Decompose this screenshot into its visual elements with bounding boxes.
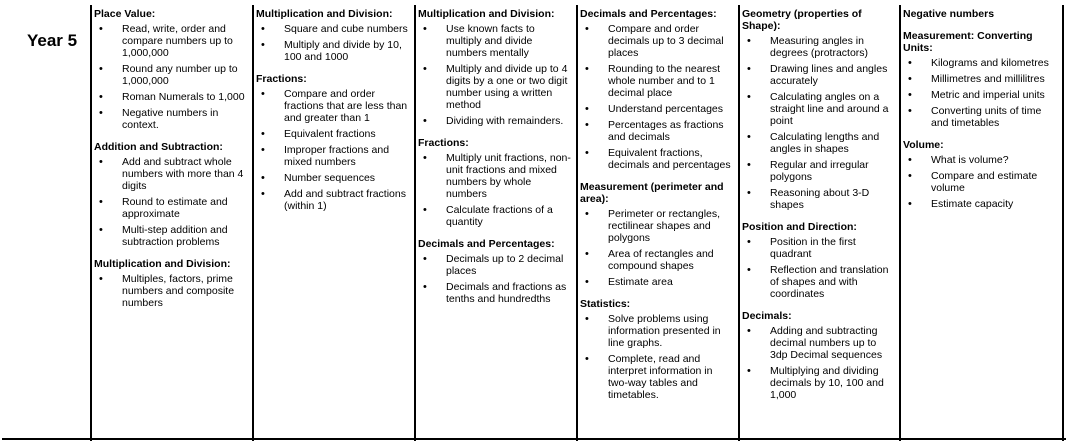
topic-item: • Improper fractions and mixed numbers: [256, 144, 411, 168]
topic-item: • Round to estimate and approximate: [94, 196, 249, 220]
column-divider: [1062, 5, 1064, 441]
topic-item: • Multiples, factors, prime numbers and composite numbers: [94, 273, 249, 309]
topic-list: [742, 325, 896, 401]
topic-list: [580, 313, 735, 401]
topic-item: • Kilograms and kilometres: [903, 57, 1059, 69]
topic-item: • Multiply and divide up to 4 digits by a one or two digit number using a written method: [418, 63, 573, 111]
topic-item: • Rounding to the nearest whole number and to 1 decimal place: [580, 63, 735, 99]
topic-item: • What is volume?: [903, 154, 1059, 166]
topic-item: • Reasoning about 3-D shapes: [742, 187, 896, 211]
column-5: [740, 5, 899, 441]
section-heading: Position and Direction:: [742, 221, 857, 233]
topic-item: • Multi-step addition and subtraction problems: [94, 224, 249, 248]
topic-item: • Percentages as fractions and decimals: [580, 119, 735, 143]
section-heading: Statistics:: [580, 298, 631, 310]
topic-item: • Use known facts to multiply and divide numbers mentally: [418, 23, 573, 59]
section-heading: Measurement (perimeter and area):: [580, 181, 724, 205]
section-heading: Fractions:: [256, 73, 307, 85]
topic-list: [256, 88, 411, 212]
topic-list: [580, 23, 735, 171]
topic-item: • Compare and estimate volume: [903, 170, 1059, 194]
topic-list: [94, 23, 249, 131]
topic-item: • Multiply unit fractions, non-unit fractions and mixed numbers by whole numbers: [418, 152, 573, 200]
section-heading: Geometry (properties of Shape):: [742, 8, 862, 32]
section-heading: Decimals and Percentages:: [580, 8, 717, 20]
section-heading: Multiplication and Division:: [418, 8, 555, 20]
column-1: [92, 5, 252, 441]
topic-item: • Reflection and translation of shapes and with coordinates: [742, 264, 896, 300]
topic-list: [418, 152, 573, 228]
topic-list: [418, 253, 573, 305]
column-2: [254, 5, 414, 441]
topic-item: • Multiply and divide by 10, 100 and 1000: [256, 39, 411, 63]
section-heading: Decimals:: [742, 310, 792, 322]
topic-item: • Decimals and fractions as tenths and hundredths: [418, 281, 573, 305]
topic-item: • Adding and subtracting decimal numbers up to 3dp Decimal sequences: [742, 325, 896, 361]
topic-item: • Area of rectangles and compound shapes: [580, 248, 735, 272]
topic-item: • Number sequences: [256, 172, 411, 184]
topic-item: • Converting units of time and timetables: [903, 105, 1059, 129]
topic-list: [94, 156, 249, 248]
topic-item: • Millimetres and millilitres: [903, 73, 1059, 85]
topic-item: • Regular and irregular polygons: [742, 159, 896, 183]
section-heading: Measurement: Converting Units:: [903, 30, 1033, 54]
topic-item: • Measuring angles in degrees (protractors): [742, 35, 896, 59]
section-heading: Multiplication and Division:: [94, 258, 231, 270]
curriculum-table: [2, 5, 1066, 441]
topic-item: • Add and subtract whole numbers with more than 4 digits: [94, 156, 249, 192]
topic-list: [742, 236, 896, 300]
topic-item: • Calculate fractions of a quantity: [418, 204, 573, 228]
topic-list: [256, 23, 411, 63]
column-6: [901, 5, 1062, 441]
topic-item: • Metric and imperial units: [903, 89, 1059, 101]
topic-item: • Position in the first quadrant: [742, 236, 896, 260]
topic-list: [742, 35, 896, 211]
topic-item: • Read, write, order and compare numbers up to 1,000,000: [94, 23, 249, 59]
column-3: [416, 5, 576, 441]
topic-item: • Calculating angles on a straight line and around a point: [742, 91, 896, 127]
topic-item: • Add and subtract fractions (within 1): [256, 188, 411, 212]
topic-list: [94, 273, 249, 309]
topic-list: [903, 154, 1059, 210]
topic-item: • Estimate capacity: [903, 198, 1059, 210]
topic-item: • Multiplying and dividing decimals by 10, 100 and 1,000: [742, 365, 896, 401]
year-label: Year 5: [27, 31, 78, 50]
topic-item: • Solve problems using information presented in line graphs.: [580, 313, 735, 349]
section-heading: Multiplication and Division:: [256, 8, 393, 20]
topic-item: • Equivalent fractions, decimals and percentages: [580, 147, 735, 171]
topic-item: • Roman Numerals to 1,000: [94, 91, 249, 103]
section-heading: Place Value:: [94, 8, 156, 20]
topic-item: • Round any number up to 1,000,000: [94, 63, 249, 87]
topic-item: • Equivalent fractions: [256, 128, 411, 140]
section-heading: Fractions:: [418, 137, 469, 149]
topic-item: • Compare and order decimals up to 3 decimal places: [580, 23, 735, 59]
topic-item: • Negative numbers in context.: [94, 107, 249, 131]
topic-item: • Understand percentages: [580, 103, 735, 115]
section-heading: Negative numbers: [903, 8, 995, 20]
topic-item: • Decimals up to 2 decimal places: [418, 253, 573, 277]
section-heading: Volume:: [903, 139, 944, 151]
topic-item: • Perimeter or rectangles, rectilinear shapes and polygons: [580, 208, 735, 244]
topic-item: • Dividing with remainders.: [418, 115, 573, 127]
topic-item: • Complete, read and interpret information in two-way tables and timetables.: [580, 353, 735, 401]
topic-item: • Compare and order fractions that are less than and greater than 1: [256, 88, 411, 124]
topic-list: [903, 57, 1059, 129]
section-heading: Decimals and Percentages:: [418, 238, 555, 250]
topic-item: • Square and cube numbers: [256, 23, 411, 35]
topic-list: [580, 208, 735, 288]
section-heading: Addition and Subtraction:: [94, 141, 223, 153]
topic-item: • Calculating lengths and angles in shapes: [742, 131, 896, 155]
topic-list: [418, 23, 573, 127]
topic-item: • Drawing lines and angles accurately: [742, 63, 896, 87]
column-4: [578, 5, 738, 441]
topic-item: • Estimate area: [580, 276, 735, 288]
